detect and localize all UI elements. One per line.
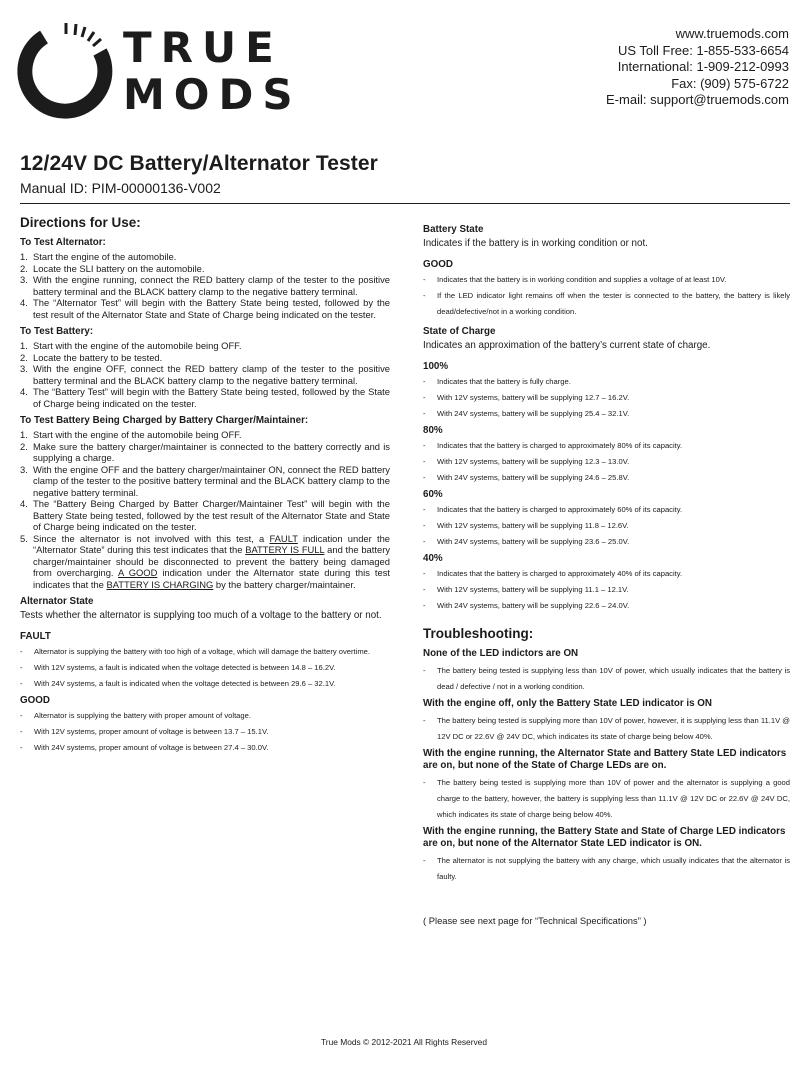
list-item: - The battery being tested is supplying more than 10V of power and the alternator is supplying a good charge to the battery, however, the battery is supplying less than 11.1V @ 12V DC or 22.6V @ 24V DC, which indicates its state of charge being below 40%. (423, 778, 790, 819)
copyright-footer: True Mods © 2012-2021 All Rights Reserved (321, 1037, 487, 1047)
list-item: - With 12V systems, battery will be supplying 11.8 – 12.6V. (423, 521, 629, 530)
list-item: 1. Start the engine of the automobile. (20, 251, 177, 262)
soc-100-list (423, 374, 790, 422)
list-item: - Indicates that the battery is charged to approximately 60% of its capacity. (423, 505, 683, 514)
troubleshooting-section (423, 626, 790, 926)
list-item: - With 24V systems, a fault is indicated when the voltage detected is between 29.6 – 32.1V. (20, 679, 336, 688)
logo-word-true: TRUE (123, 23, 283, 72)
battery-good-list (423, 272, 790, 320)
list-item: 3. With the engine OFF, connect the RED battery clamp of the tester to the positive battery terminal and the BLACK battery clamp to the negative battery terminal. (20, 363, 390, 386)
troubleshooting-heading: Troubleshooting: (423, 626, 534, 641)
battery-good-title: GOOD (423, 259, 453, 270)
trouble-list-3 (423, 775, 790, 823)
list-item: 5. Since the alternator is not involved with this test, a FAULT indication under the “Alternator State” during this test indicates that the BATTERY IS FULL and the battery charger/maintainer should be disconnected to prevent the battery being damaged from overcharging. A GOOD indication under the Alternator state during this test indicates that the BATTERY IS CHARGING by the battery charger/maintainer. (20, 532, 391, 590)
right-column (423, 212, 790, 926)
true-mods-logo (18, 20, 302, 119)
list-item: 4. The “Alternator Test” will begin with the Battery State being tested, followed by the test result of the Alternator State and State of Charge being indicated on the tester. (20, 297, 390, 320)
next-page-note: ( Please see next page for “Technical Specifications” ) (423, 915, 647, 926)
list-item: 1. Start with the engine of the automobile being OFF. (20, 429, 242, 440)
soc-60-list (423, 502, 790, 550)
us-toll-free: US Toll Free: 1-855-533-6654 (617, 42, 789, 58)
list-item: 4. The “Battery Test” will begin with the Battery State being tested, followed by the State of Charge being indicated on the tester. (20, 386, 390, 409)
list-item: - Alternator is supplying the battery with too high of a voltage, which will damage the battery overtime. (20, 647, 370, 656)
page-title: 12/24V DC Battery/Alternator Tester (20, 152, 378, 175)
alternator-test-steps (20, 251, 390, 320)
battery-state-desc: Indicates if the battery is in working condition or not. (423, 238, 648, 249)
list-item: 1. Start with the engine of the automobile being OFF. (20, 340, 242, 351)
list-item: - Alternator is supplying the battery with proper amount of voltage. (20, 711, 251, 720)
list-item: 3. With the engine running, connect the RED battery clamp of the tester to the positive battery terminal and the BLACK battery clamp to the negative battery terminal. (20, 274, 390, 297)
power-ring-icon (25, 23, 105, 111)
good-title: GOOD (20, 695, 50, 706)
list-item: - The alternator is not supplying the battery with any charge, which usually indicates that the alternator is faulty. (423, 856, 790, 881)
battery-test-title: To Test Battery: (20, 326, 94, 337)
list-item: - With 12V systems, battery will be supplying 11.1 – 12.1V. (423, 585, 629, 594)
list-item: - With 24V systems, battery will be supplying 23.6 – 25.0V. (423, 537, 630, 546)
charger-test-steps (20, 429, 390, 590)
charger-test-title: To Test Battery Being Charged by Battery Charger/Maintainer: (20, 415, 309, 426)
support-email[interactable]: E-mail: support@truemods.com (606, 92, 789, 108)
list-item: - If the LED indicator light remains off when the tester is connected to the battery, the battery is likely dead/defective/not in a working condition. (423, 291, 790, 316)
fax-number: Fax: (909) 575-6722 (671, 75, 789, 91)
list-item: 2. Make sure the battery charger/maintainer is connected to the battery correctly and is supplying a charge. (20, 440, 390, 463)
state-of-charge-title: State of Charge (423, 326, 496, 337)
left-column (20, 212, 390, 759)
alternator-state-title: Alternator State (20, 596, 94, 607)
soc-80-list (423, 438, 790, 486)
fault-underline: FAULT (269, 532, 298, 544)
soc-40-title: 40% (423, 553, 443, 564)
trouble-title-4: With the engine running, the Battery State and State of Charge LED indicators are on, but none of the Alternator State LED indicator is ON. (423, 826, 786, 849)
battery-test-steps (20, 340, 390, 409)
trouble-list-4 (423, 853, 790, 885)
state-of-charge-desc: Indicates an approximation of the battery’s current state of charge. (423, 340, 711, 351)
list-item: - With 24V systems, battery will be supplying 22.6 – 24.0V. (423, 601, 630, 610)
good-list (20, 708, 390, 756)
trouble-list-2 (423, 713, 790, 745)
a-good-underline: A GOOD (118, 567, 158, 578)
list-item: - Indicates that the battery is charged to approximately 80% of its capacity. (423, 441, 683, 450)
list-item: - The battery being tested is supplying less than 10V of power, which usually indicates that the battery is dead / defective / not in a working condition. (423, 666, 790, 691)
fault-list (20, 644, 390, 692)
list-item: - Indicates that the battery is in working condition and supplies a voltage of at least 10V. (423, 275, 727, 284)
fault-title: FAULT (20, 631, 51, 642)
list-item: - The battery being tested is supplying more than 10V of power, however, it is supplying less than 11.1V @ 12V DC or 22.6V @ 24V DC, which indicates its state of charge being below 40%. (423, 716, 790, 741)
website-link[interactable]: www.truemods.com (675, 26, 789, 41)
list-item: - Indicates that the battery is fully charge. (423, 377, 571, 386)
list-item: - With 12V systems, battery will be supplying 12.7 – 16.2V. (423, 393, 630, 402)
soc-40-list (423, 566, 790, 614)
list-item: 2. Locate the battery to be tested. (20, 351, 163, 363)
list-item: - With 24V systems, battery will be supplying 24.6 – 25.8V. (423, 473, 630, 482)
contact-block (606, 26, 789, 109)
trouble-title-2: With the engine off, only the Battery State LED indicator is ON (423, 698, 712, 709)
list-item: - With 12V systems, proper amount of voltage is between 13.7 – 15.1V. (20, 727, 269, 736)
alternator-state-desc: Tests whether the alternator is supplying too much of a voltage to the battery or not. (20, 610, 382, 621)
battery-full-underline: BATTERY IS FULL (245, 544, 325, 555)
list-item: - Indicates that the battery is charged to approximately 40% of its capacity. (423, 569, 683, 578)
soc-60-title: 60% (423, 489, 443, 500)
list-item: - With 24V systems, battery will be supplying 25.4 – 32.1V. (423, 409, 630, 418)
list-item: 3. With the engine OFF and the battery charger/maintainer ON, connect the RED battery clamp of the tester to the positive battery terminal and the BLACK battery clamp to the negative battery terminal. (20, 463, 390, 498)
trouble-list-1 (423, 663, 790, 695)
alternator-test-title: To Test Alternator: (20, 237, 106, 248)
soc-100-title: 100% (423, 361, 449, 372)
list-item: 2. Locate the SLI battery on the automobile. (20, 262, 205, 274)
logo-word-mods: MODS (123, 70, 302, 119)
trouble-title-1: None of the LED indictors are ON (423, 648, 579, 659)
header-divider (20, 203, 790, 204)
international-phone: International: 1-909-212-0993 (617, 59, 789, 75)
battery-state-title: Battery State (423, 224, 484, 235)
list-item: - With 12V systems, battery will be supplying 12.3 – 13.0V. (423, 457, 630, 466)
soc-80-title: 80% (423, 425, 443, 436)
list-item: - With 24V systems, proper amount of voltage is between 27.4 – 30.0V. (20, 743, 269, 752)
list-item: 4. The “Battery Being Charged by Batter Charger/Maintainer Test” will begin with the Battery State being tested, followed by the test result of the Alternator State and State of Charge being indicated on the tester. (20, 498, 390, 532)
manual-id: Manual ID: PIM-00000136-V002 (20, 180, 221, 196)
battery-charging-underline: BATTERY IS CHARGING (106, 578, 214, 590)
list-item: - With 12V systems, a fault is indicated when the voltage detected is between 14.8 – 16.2V. (20, 663, 336, 672)
trouble-title-3: With the engine running, the Alternator State and Battery State LED indicators are on, but none of the State of Charge LEDs are on. (423, 748, 787, 771)
directions-heading: Directions for Use: (20, 215, 141, 230)
